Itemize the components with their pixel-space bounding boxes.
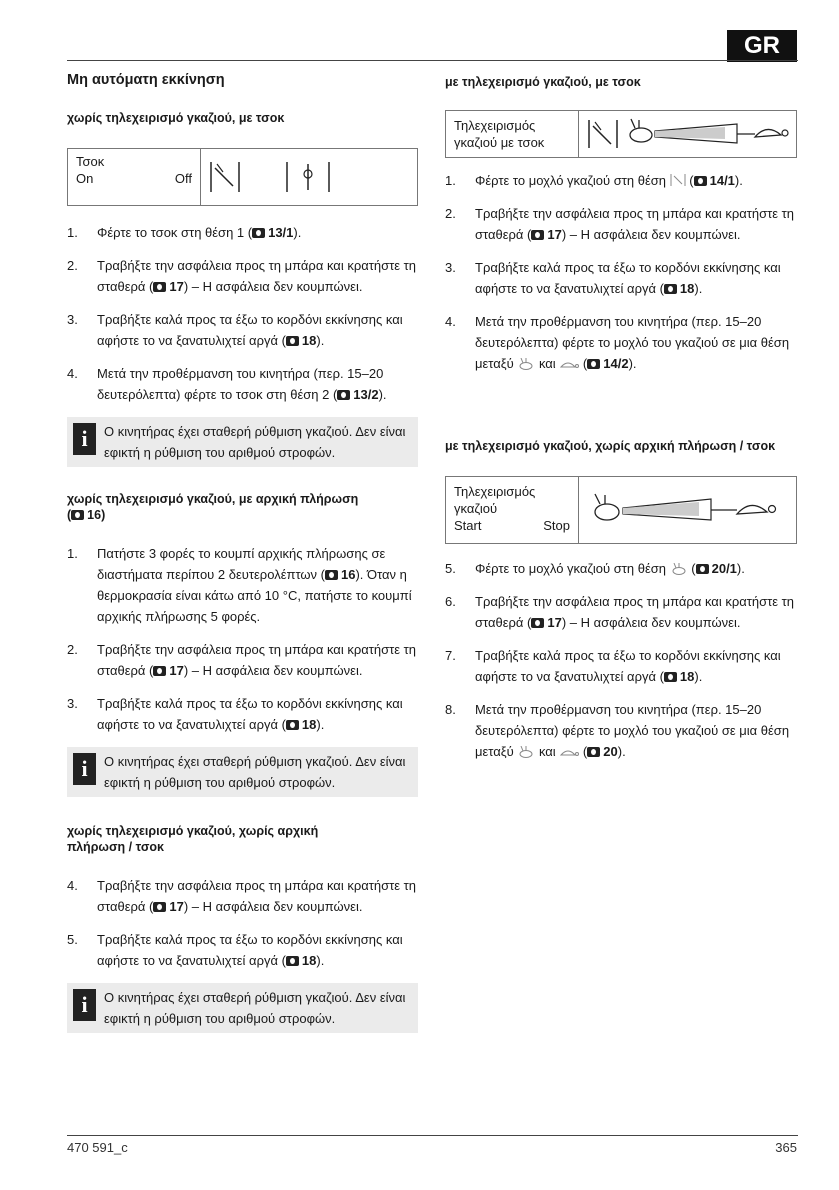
speed-range-icon bbox=[587, 490, 787, 530]
start-label: Start bbox=[454, 518, 482, 533]
choke-table-label bbox=[68, 149, 201, 205]
document-code: 470 591_c bbox=[67, 1140, 128, 1155]
list-item: 2. Τραβήξτε την ασφάλεια προς τη μπάρα και κρατήστε τη σταθερά ( 17) – Η ασφάλεια δεν κουμπώνει. bbox=[445, 206, 795, 242]
turtle-icon bbox=[559, 358, 579, 370]
camera-icon bbox=[696, 564, 709, 574]
list-item: 5. Τραβήξτε καλά προς τα έξω το κορδόνι εκκίνησης και αφήστε το να ξανατυλιχτεί αργά ( 18). bbox=[67, 932, 403, 968]
list-item: 7. Τραβήξτε καλά προς τα έξω το κορδόνι εκκίνησης και αφήστε το να ξανατυλιχτεί αργά ( 18). bbox=[445, 648, 781, 684]
page-number: 365 bbox=[775, 1140, 797, 1155]
turtle-icon bbox=[559, 746, 579, 758]
choke-symbol-icon bbox=[670, 173, 686, 187]
camera-icon bbox=[531, 618, 544, 628]
choke-on-label: On bbox=[76, 171, 94, 186]
info-icon: i bbox=[73, 989, 96, 1021]
list-item: 4. Μετά την προθέρμανση του κινητήρα (περ. 15–20 δευτερόλεπτα) φέρτε το μοχλό του γκαζιού σε μια θέση μεταξύ και ( 14/2). bbox=[445, 314, 790, 371]
camera-icon bbox=[153, 666, 166, 676]
camera-icon bbox=[664, 672, 677, 682]
language-tab: GR bbox=[727, 30, 797, 62]
rabbit-icon bbox=[670, 563, 688, 575]
camera-icon bbox=[153, 902, 166, 912]
steps-list-3 bbox=[67, 875, 418, 971]
heading-no-primer-no-remote: χωρίς τηλεχειρισμό γκαζιού, χωρίς αρχική πλήρωση / τσοκ bbox=[67, 824, 319, 854]
rabbit-icon bbox=[517, 358, 535, 370]
info-icon: i bbox=[73, 753, 96, 785]
camera-icon bbox=[337, 390, 350, 400]
camera-icon bbox=[531, 230, 544, 240]
heading-choke-no-remote: χωρίς τηλεχειρισμό γκαζιού, με τσοκ bbox=[67, 111, 285, 125]
list-item: 3. Τραβήξτε καλά προς τα έξω το κορδόνι εκκίνησης και αφήστε το να ξανατυλιχτεί αργά ( 18). bbox=[67, 696, 403, 732]
list-item: 1. Φέρτε το μοχλό γκαζιού στη θέση ( 14/1). bbox=[445, 173, 743, 188]
speed-range-icon bbox=[625, 117, 795, 151]
choke-label: Τσοκ bbox=[76, 154, 105, 169]
camera-icon bbox=[325, 570, 338, 580]
list-item: 1. Πατήστε 3 φορές το κουμπί αρχικής πλήρωσης σε διαστήματα περίπου 2 δευτερολέπτων ( 16). Όταν η θερμοκρασία είναι κάτω από 10 °C, πατήστε το κουμπί αρχικής πλήρωσης 5 φορές. bbox=[67, 546, 412, 624]
remote-throttle-label: Τηλεχειρισμός γκαζιού Start Stop bbox=[446, 477, 579, 543]
list-item: 2. Τραβήξτε την ασφάλεια προς τη μπάρα και κρατήστε τη σταθερά ( 17) – Η ασφάλεια δεν κουμπώνει. bbox=[67, 258, 417, 294]
remote-throttle-icons bbox=[579, 477, 796, 543]
choke-off-icon bbox=[283, 160, 333, 194]
list-item: 6. Τραβήξτε την ασφάλεια προς τη μπάρα και κρατήστε τη σταθερά ( 17) – Η ασφάλεια δεν κουμπώνει. bbox=[445, 594, 795, 630]
remote-choke-table bbox=[445, 110, 797, 158]
list-item: 4. Τραβήξτε την ασφάλεια προς τη μπάρα και κρατήστε τη σταθερά ( 17) – Η ασφάλεια δεν κουμπώνει. bbox=[67, 878, 417, 914]
steps-list-2 bbox=[67, 543, 418, 735]
camera-icon bbox=[694, 176, 707, 186]
remote-no-primer-table bbox=[445, 476, 797, 544]
choke-table bbox=[67, 148, 418, 206]
list-item: 2. Τραβήξτε την ασφάλεια προς τη μπάρα και κρατήστε τη σταθερά ( 17) – Η ασφάλεια δεν κουμπώνει. bbox=[67, 642, 417, 678]
footer-rule bbox=[67, 1135, 798, 1136]
note-text: Ο κινητήρας έχει σταθερή ρύθμιση γκαζιού. Δεν είναι εφικτή η ρύθμιση του αριθμού στροφών. bbox=[104, 424, 406, 460]
choke-on-icon bbox=[209, 160, 241, 194]
heading-remote-no-primer: με τηλεχειρισμό γκαζιού, χωρίς αρχική πλήρωση / τσοκ bbox=[445, 439, 776, 453]
info-note bbox=[67, 417, 418, 467]
list-item: 4. Μετά την προθέρμανση του κινητήρα (περ. 15–20 δευτερόλεπτα) φέρτε το τσοκ στη θέση 2 ( 13/2). bbox=[67, 366, 387, 402]
stop-label: Stop bbox=[543, 518, 570, 533]
camera-icon bbox=[286, 336, 299, 346]
list-item: 3. Τραβήξτε καλά προς τα έξω το κορδόνι εκκίνησης και αφήστε το να ξανατυλιχτεί αργά ( 18). bbox=[67, 312, 403, 348]
heading-primer-no-remote: χωρίς τηλεχειρισμό γκαζιού, με αρχική πλήρωση ( 16) bbox=[67, 492, 359, 522]
steps-list-5 bbox=[445, 558, 797, 762]
camera-icon bbox=[286, 720, 299, 730]
left-column bbox=[67, 60, 418, 1033]
steps-list-1 bbox=[67, 222, 418, 405]
remote-choke-label: Τηλεχειρισμός γκαζιού με τσοκ bbox=[446, 111, 579, 157]
info-note bbox=[67, 983, 418, 1033]
right-column bbox=[445, 60, 797, 774]
remote-choke-icons bbox=[579, 111, 796, 157]
choke-lever-icon bbox=[587, 118, 619, 150]
section-title: Μη αυτόματη εκκίνηση bbox=[67, 72, 225, 88]
note-text: Ο κινητήρας έχει σταθερή ρύθμιση γκαζιού. Δεν είναι εφικτή η ρύθμιση του αριθμού στροφών. bbox=[104, 990, 406, 1026]
list-item: 1. Φέρτε το τσοκ στη θέση 1 ( 13/1). bbox=[67, 225, 302, 240]
info-icon: i bbox=[73, 423, 96, 455]
camera-icon bbox=[286, 956, 299, 966]
heading-remote-choke: με τηλεχειρισμό γκαζιού, με τσοκ bbox=[445, 75, 641, 89]
camera-icon bbox=[587, 747, 600, 757]
list-item: 8. Μετά την προθέρμανση του κινητήρα (περ. 15–20 δευτερόλεπτα) φέρτε το μοχλό του γκαζιού σε μια θέση μεταξύ και ( 20). bbox=[445, 702, 790, 759]
camera-icon bbox=[252, 228, 265, 238]
note-text: Ο κινητήρας έχει σταθερή ρύθμιση γκαζιού. Δεν είναι εφικτή η ρύθμιση του αριθμού στροφών. bbox=[104, 754, 406, 790]
camera-icon bbox=[153, 282, 166, 292]
choke-icons bbox=[201, 149, 417, 205]
list-item: 5. Φέρτε το μοχλό γκαζιού στη θέση ( 20/1). bbox=[445, 561, 745, 576]
info-note bbox=[67, 747, 418, 797]
choke-off-label: Off bbox=[174, 171, 192, 186]
list-item: 3. Τραβήξτε καλά προς τα έξω το κορδόνι εκκίνησης και αφήστε το να ξανατυλιχτεί αργά ( 18). bbox=[445, 260, 781, 296]
steps-list-4 bbox=[445, 170, 797, 374]
rabbit-icon bbox=[517, 746, 535, 758]
camera-icon bbox=[587, 359, 600, 369]
camera-icon bbox=[664, 284, 677, 294]
camera-icon bbox=[71, 510, 84, 520]
